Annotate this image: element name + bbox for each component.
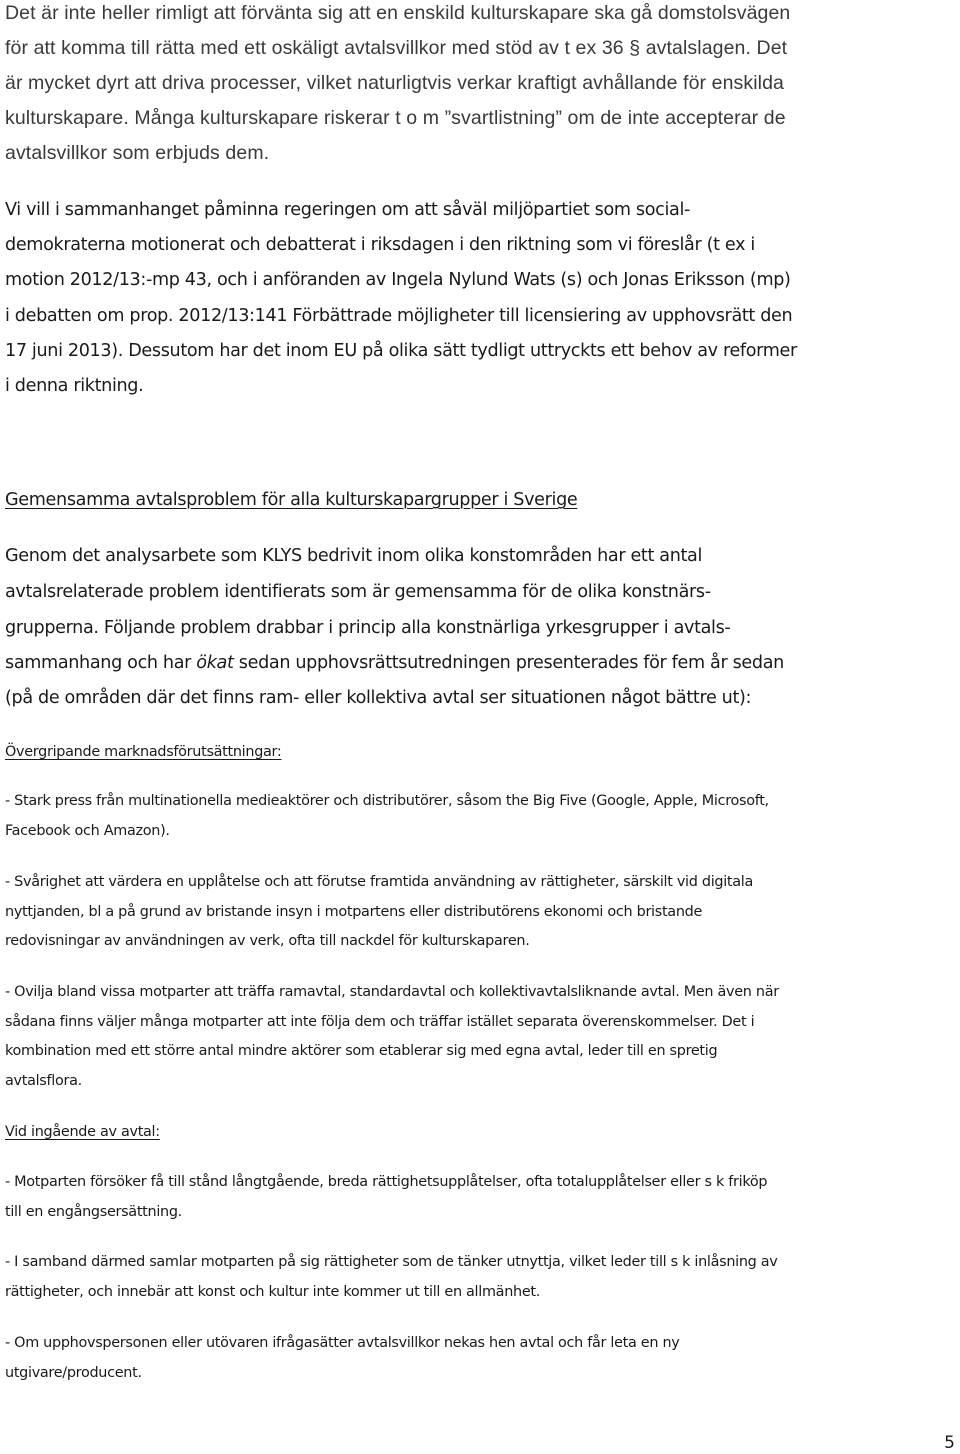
list-item-line: - Ovilja bland vissa motparter att träffa ramavtal, standardavtal och kollektivavtalsliknande avtal. Men även när — [5, 984, 779, 1000]
list-item-line: - I samband därmed samlar motparten på sig rättigheter som de tänker utnyttja, vilket leder till s k inlåsning av — [5, 1254, 778, 1270]
list-item-line: sådana finns väljer många motparter att inte följa dem och träffar istället separata överenskommelser. Det i — [5, 1014, 755, 1030]
text-run: sedan upphovsrättsutredningen presenterades för fem år sedan — [233, 653, 784, 673]
subheading: Vid ingående av avtal: — [5, 1124, 160, 1140]
paragraph-line: Det är inte heller rimligt att förvänta sig att en enskild kulturskapare ska gå domstolsvägen — [5, 2, 791, 24]
paragraph-line: kulturskapare. Många kulturskapare riskerar t o m ”svartlistning” om de inte accepterar de — [5, 107, 786, 129]
list-item-line: till en engångsersättning. — [5, 1204, 182, 1220]
emphasized-word: ökat — [196, 653, 234, 673]
paragraph-line: grupperna. Följande problem drabbar i princip alla konstnärliga yrkesgrupper i avtals- — [5, 618, 731, 638]
paragraph-line: (på de områden där det finns ram- eller kollektiva avtal ser situationen något bättre ut): — [5, 688, 752, 708]
list-item-line: kombination med ett större antal mindre aktörer som etablerar sig med egna avtal, leder till en spretig — [5, 1043, 718, 1059]
list-item-line: - Motparten försöker få till stånd långtgående, breda rättighetsupplåtelser, ofta totalupplåtelser eller s k friköp — [5, 1174, 768, 1190]
list-item-line: - Svårighet att värdera en upplåtelse och att förutse framtida användning av rättigheter, särskilt vid digitala — [5, 874, 753, 890]
subheading: Övergripande marknadsförutsättningar: — [5, 744, 282, 760]
text-run: sammanhang och har — [5, 653, 197, 673]
page-number: 5 — [944, 1433, 955, 1453]
list-item-line: - Stark press från multinationella medieaktörer och distributörer, såsom the Big Five (Google, Apple, Microsoft, — [5, 793, 769, 809]
paragraph-line: i debatten om prop. 2012/13:141 Förbättrade möjligheter till licensiering av upphovsrätt den — [5, 306, 793, 326]
list-item-line: nyttjanden, bl a på grund av bristande insyn i motpartens eller distributörens ekonomi och bristande — [5, 904, 703, 920]
list-item-line: - Om upphovspersonen eller utövaren ifrågasätter avtalsvillkor nekas hen avtal och får leta en ny — [5, 1335, 680, 1351]
paragraph-line: Genom det analysarbete som KLYS bedrivit inom olika konstområden har ett antal — [5, 546, 703, 566]
list-item-line: utgivare/producent. — [5, 1365, 142, 1381]
list-item-line: Facebook och Amazon). — [5, 823, 170, 839]
paragraph-line: avtalsrelaterade problem identifierats som är gemensamma för de olika konstnärs- — [5, 582, 711, 602]
paragraph-line: demokraterna motionerat och debatterat i riksdagen i den riktning som vi föreslår (t ex i — [5, 235, 755, 255]
section-heading: Gemensamma avtalsproblem för alla kulturskapargrupper i Sverige — [5, 490, 578, 510]
list-item-line: rättigheter, och innebär att konst och kultur inte kommer ut till en allmänhet. — [5, 1284, 541, 1300]
paragraph-line: motion 2012/13:-mp 43, och i anföranden av Ingela Nylund Wats (s) och Jonas Eriksson (mp) — [5, 270, 791, 290]
paragraph-line: Vi vill i sammanhanget påminna regeringen om att såväl miljöpartiet som social- — [5, 200, 690, 220]
paragraph-line: i denna riktning. — [5, 376, 144, 396]
paragraph-line: 17 juni 2013). Dessutom har det inom EU på olika sätt tydligt uttryckts ett behov av reformer — [5, 341, 797, 361]
paragraph-line: är mycket dyrt att driva processer, vilket naturligtvis verkar kraftigt avhållande för enskilda — [5, 72, 784, 94]
list-item-line: redovisningar av användningen av verk, ofta till nackdel för kulturskaparen. — [5, 933, 530, 949]
list-item-line: avtalsflora. — [5, 1073, 82, 1089]
paragraph-line: avtalsvillkor som erbjuds dem. — [5, 142, 270, 164]
paragraph-line: för att komma till rätta med ett oskäligt avtalsvillkor med stöd av t ex 36 § avtalslagen. Det — [5, 37, 788, 59]
paragraph-line — [5, 653, 784, 673]
